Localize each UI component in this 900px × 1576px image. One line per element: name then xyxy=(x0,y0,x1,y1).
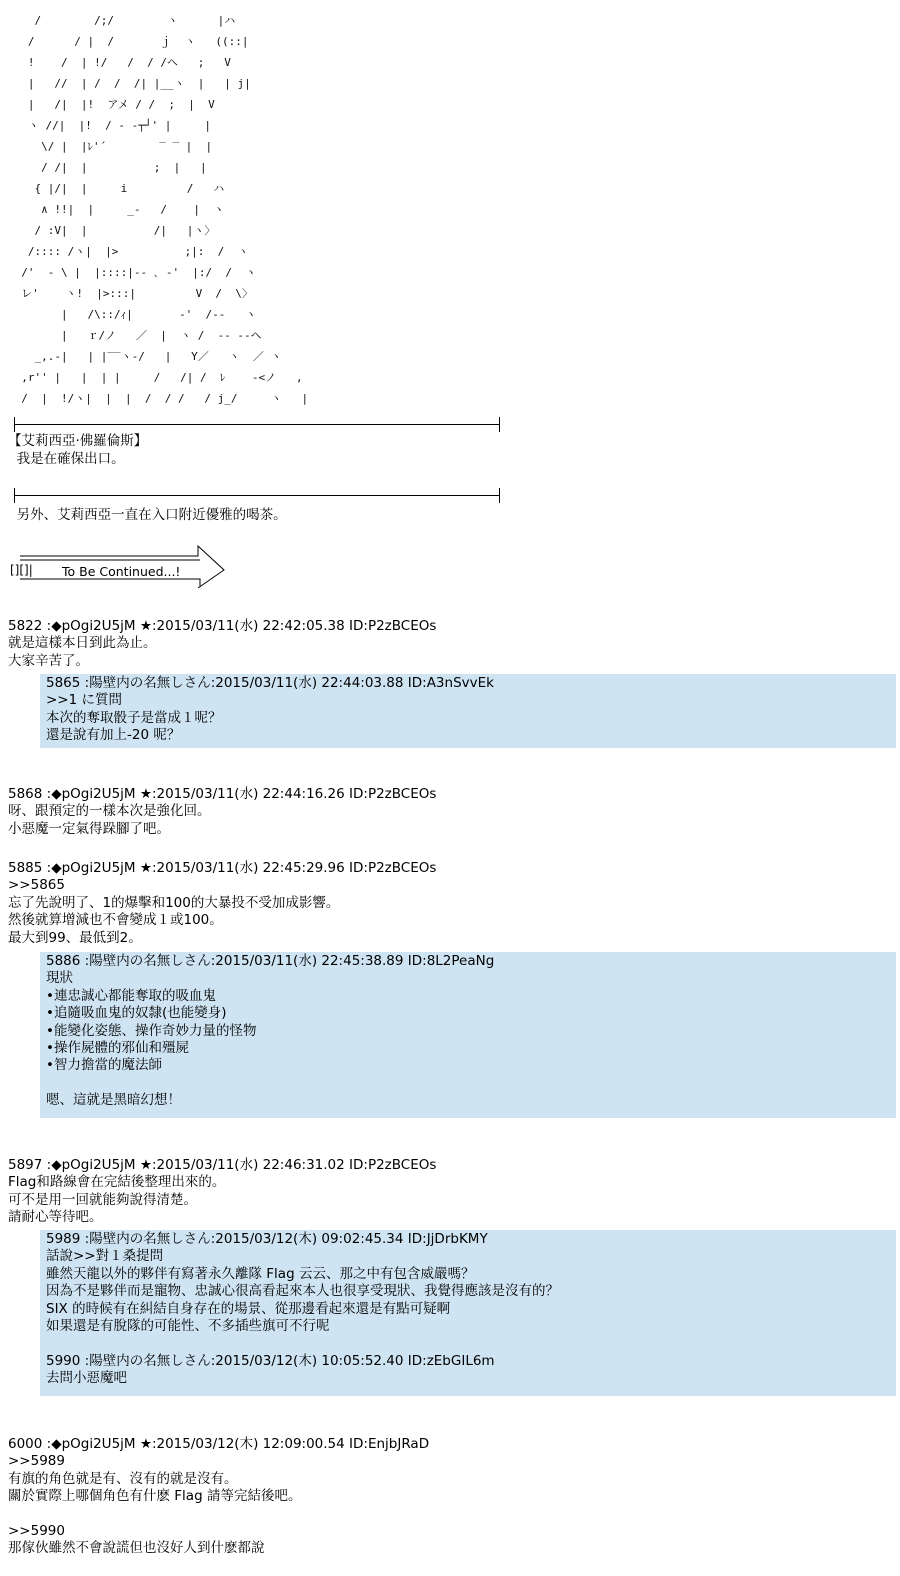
reply-line: 雖然天龍以外的夥伴有寫著永久離隊 Flag 云云、那之中有包含威嚴嗎？ xyxy=(46,1265,475,1282)
ascii-art-line: / /| | ; | | xyxy=(8,161,207,174)
post-header: 5885 :◆pOgi2U5jM ★:2015/03/11(水) 22:45:29.96 ID:P2zBCEOs xyxy=(8,860,437,876)
reply-line: 話說>>對１桑提問 xyxy=(46,1248,164,1265)
post-line: 小惡魔一定氣得跺腳了吧。 xyxy=(8,820,170,837)
post-header: 6000 :◆pOgi2U5jM ★:2015/03/12(木) 12:09:00.54 ID:EnjbJRaD xyxy=(8,1436,430,1452)
reply-line: •智力擔當的魔法師 xyxy=(46,1057,162,1074)
post-line: 關於實際上哪個角色有什麽 Flag 請等完結後吧。 xyxy=(8,1488,302,1505)
reply-line: •追隨吸血鬼的奴隸(也能變身) xyxy=(46,1005,227,1022)
reply-line: •能變化姿態、操作奇妙力量的怪物 xyxy=(46,1022,257,1039)
reply-line: 嗯、這就是黑暗幻想！ xyxy=(46,1092,181,1109)
narration-line: 另外、艾莉西亞一直在入口附近優雅的喝茶。 xyxy=(8,507,287,523)
blank-line xyxy=(46,1335,896,1352)
post xyxy=(8,786,436,838)
ascii-art-line: ,r'' | | | | / /| / ﾚ -<ノ , xyxy=(8,371,303,384)
reply-line: 還是說有加上-20 呢？ xyxy=(46,727,181,744)
post-line: 呀、跟預定的一樣本次是強化回。 xyxy=(8,803,211,820)
post-line: >>5990 xyxy=(8,1522,65,1539)
reply-line: 去問小惡魔吧 xyxy=(46,1370,127,1387)
ascii-art-line: ヽ //| |! / ‐ -┬┘' | | xyxy=(8,119,212,132)
post-line: 可不是用一回就能夠說得清楚。 xyxy=(8,1191,197,1208)
post-line: 那傢伙雖然不會說謊但也沒好人到什麽都說 xyxy=(8,1540,265,1557)
ascii-art-illustration xyxy=(8,10,488,410)
ascii-art-line: ∧ !!| | _- / | ヽ xyxy=(8,203,225,216)
post-line: >>5865 xyxy=(8,877,65,894)
post xyxy=(8,1157,436,1227)
reply-line: 現狀 xyxy=(46,970,73,987)
reply-line: 本次的奪取骰子是當成１呢？ xyxy=(46,709,222,726)
speaker-line: 我是在確保出口。 xyxy=(8,451,125,467)
blank-line xyxy=(46,1075,896,1092)
tbc-label: To Be Continued...! xyxy=(62,564,181,579)
ascii-art-line: | /| |! アメ / / ; | V xyxy=(8,98,215,111)
ascii-art-line: | ｒ/ノ ／ | ヽ / ‐‐ ‐‐ヘ xyxy=(8,329,262,342)
post-line: 就是這樣本日到此為止。 xyxy=(8,635,157,652)
ascii-art-line: | /\::/ｨ| ‐' /‐‐ ヽ xyxy=(8,308,257,321)
post-line: 大家辛苦了。 xyxy=(8,652,89,669)
reply-header: 5989 :陽壁内の名無しさん:2015/03/12(木) 09:02:45.34 ID:JjDrbKMY xyxy=(46,1231,488,1247)
divider-rule xyxy=(14,424,500,425)
post-line: 有旗的角色就是有、沒有的就是沒有。 xyxy=(8,1470,238,1487)
ascii-art-line: \/ | |ﾚ'´ ‾ ‾ | | xyxy=(8,140,213,153)
post-header: 5868 :◆pOgi2U5jM ★:2015/03/11(水) 22:44:16.26 ID:P2zBCEOs xyxy=(8,786,437,802)
post-line: 最大到99、最低到2。 xyxy=(8,929,142,946)
to-be-continued-arrow xyxy=(10,542,230,588)
ascii-art-line: レ' ヽ! |>:::| V / \〉 xyxy=(8,287,253,300)
divider-rule xyxy=(14,495,500,496)
post-line: >>5989 xyxy=(8,1453,65,1470)
reply-line: •操作屍體的邪仙和殭屍 xyxy=(46,1039,189,1056)
ascii-art-line: _,.-| | |‾‾ヽ‐/ | Y／ ヽ ／ ヽ xyxy=(8,350,282,363)
quoted-reply xyxy=(40,952,896,1118)
ascii-art-line: { |/| | i / ハ xyxy=(8,182,225,195)
blank-line xyxy=(8,1506,429,1523)
reply-line: SIX 的時候有在糾結自身存在的場景、從那邊看起來還是有點可疑啊 xyxy=(46,1300,451,1317)
ascii-art-line: / :V| | /| |ヽ〉 xyxy=(8,224,216,237)
post-line: 忘了先說明了、1的爆擊和100的大暴投不受加成影響。 xyxy=(8,894,340,911)
reply-line: >>1 に質問 xyxy=(46,692,123,709)
reply-header: 5865 :陽壁内の名無しさん:2015/03/11(水) 22:44:03.88 ID:A3nSvvEk xyxy=(46,675,494,691)
reply-line: •連忠誠心都能奪取的吸血鬼 xyxy=(46,987,216,1004)
tbc-prefix: [][]| xyxy=(10,563,33,577)
reply-line: 因為不是夥伴而是寵物、忠誠心很高看起來本人也很享受現狀、我覺得應該是沒有的？ xyxy=(46,1283,559,1300)
post-line: 請耐心等待吧。 xyxy=(8,1209,103,1226)
reply-header: 5990 :陽壁内の名無しさん:2015/03/12(木) 10:05:52.40 ID:zEbGIL6m xyxy=(46,1352,495,1369)
ascii-art-line: / | !/ヽ| | | / / / / j_/ ヽ | xyxy=(8,392,309,405)
quoted-reply xyxy=(40,674,896,748)
ascii-art-line: | // | / / /| |__ヽ | | j| xyxy=(8,77,251,90)
ascii-art-line: /' ‐ \ | |::::|‐- ､ ‐' |:/ / ヽ xyxy=(8,266,257,279)
post-header: 5822 :◆pOgi2U5jM ★:2015/03/11(水) 22:42:05.38 ID:P2zBCEOs xyxy=(8,618,437,634)
post xyxy=(8,1436,429,1558)
post-line: 然後就算增減也不會變成１或100。 xyxy=(8,912,223,929)
reply-header: 5886 :陽壁内の名無しさん:2015/03/11(水) 22:45:38.89 ID:8L2PeaNg xyxy=(46,953,495,969)
post xyxy=(8,860,436,947)
speaker-name: 【艾莉西亞‧佛羅倫斯】 xyxy=(8,433,148,449)
ascii-art-line: / / | / ｊ ヽ ((::| xyxy=(8,35,249,48)
quoted-reply xyxy=(40,1230,896,1396)
post-header: 5897 :◆pOgi2U5jM ★:2015/03/11(水) 22:46:31.02 ID:P2zBCEOs xyxy=(8,1157,437,1173)
post xyxy=(8,618,436,670)
ascii-art-line: / /;/ ヽ |ハ xyxy=(8,14,236,27)
ascii-art-line: /:::: /ヽ| |> ;|: / ヽ xyxy=(8,245,249,258)
ascii-art-line: ! / | !/ / / /ヘ ; V xyxy=(8,56,231,69)
ascii-art-line xyxy=(8,409,488,410)
post-line: Flag和路線會在完結後整理出來的。 xyxy=(8,1174,226,1191)
reply-line: 如果還是有脫隊的可能性、不多插些旗可不行呢 xyxy=(46,1317,330,1334)
